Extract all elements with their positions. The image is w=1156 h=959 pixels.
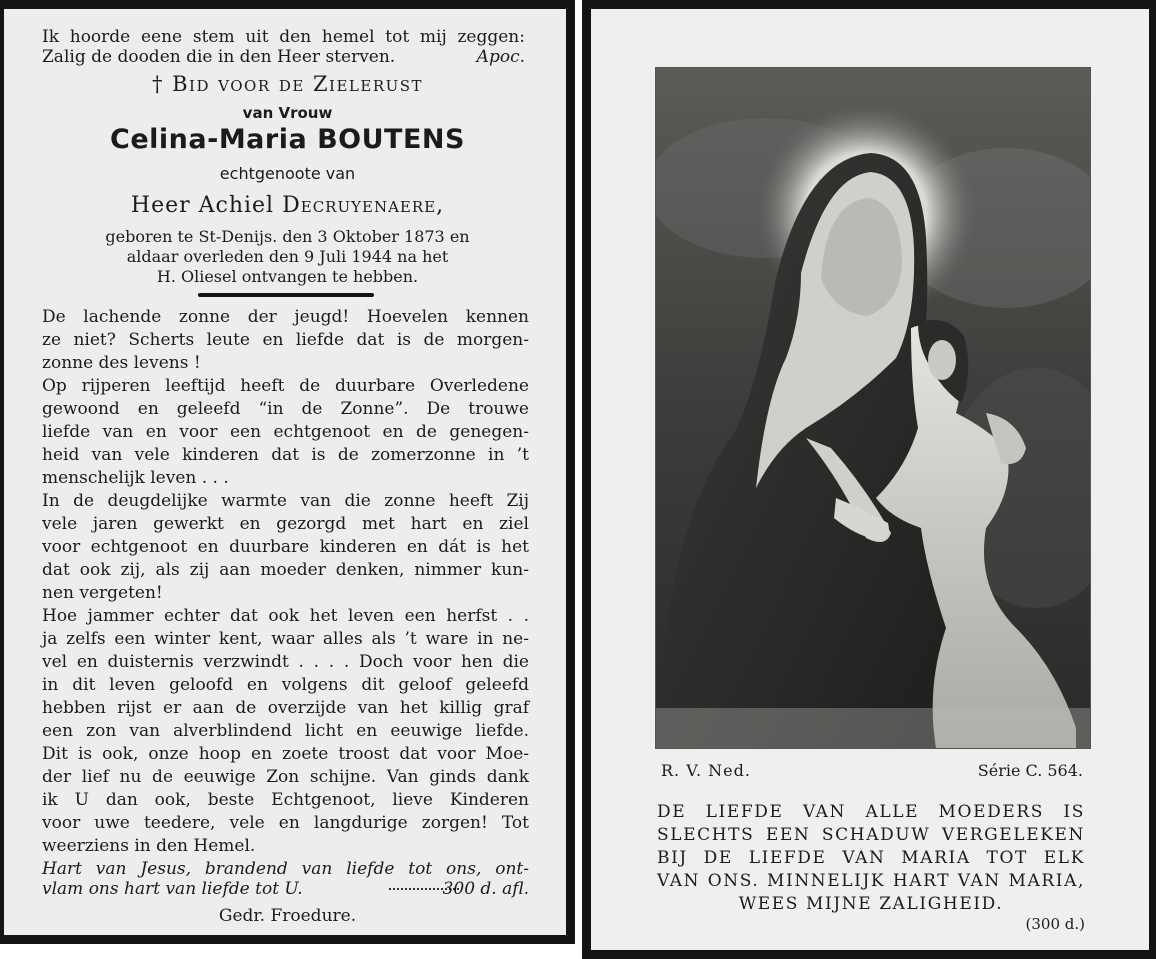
quote-line: BIJ DE LIEFDE VAN MARIA TOT ELK xyxy=(657,848,1085,868)
ornamental-divider xyxy=(198,293,374,297)
body-line: gewoond en geleefd “in de Zonne”. De trouwe xyxy=(42,399,529,419)
quote-line: WEES MIJNE ZALIGHEID. xyxy=(738,894,1004,914)
body-line: In de deugdelijke warmte van die zonne heeft Zij xyxy=(42,491,529,511)
body-line: liefde van en voor een echtgenoot en de genegen- xyxy=(42,422,529,442)
memorial-card-image-side xyxy=(582,0,1156,959)
body-line: vele jaren gewerkt en gezorgd met hart en ziel xyxy=(42,514,529,534)
body-line: voor echtgenoot en duurbare kinderen en dát is het xyxy=(42,537,529,557)
body-line: ik U dan ook, beste Echtgenoot, lieve Kinderen xyxy=(42,790,529,810)
prayer-text: Bid voor de Zielerust xyxy=(172,72,424,96)
verse-reference: Apoc. xyxy=(476,47,525,67)
dates-line: H. Oliesel ontvangen te hebben. xyxy=(156,267,419,286)
dates-line: geboren te St-Denijs. den 3 Oktober 1873 en xyxy=(105,227,470,246)
printer-credit: Gedr. Froedure. xyxy=(218,906,357,926)
indulgence-note: 300 d. afl. xyxy=(442,879,529,899)
deceased-name: Celina-Maria BOUTENS xyxy=(110,124,465,155)
quote-line: VAN ONS. MINNELIJK HART VAN MARIA, xyxy=(657,871,1085,891)
body-line: nen vergeten! xyxy=(42,583,163,603)
spouse-prefix: Heer Achiel xyxy=(130,193,275,218)
spouse-name xyxy=(4,193,571,218)
body-line: een zon van alverblindend licht en eeuwige liefde. xyxy=(42,721,529,741)
verse-text: Zalig de dooden die in den Heer sterven. xyxy=(42,47,396,67)
verse-line: Ik hoorde eene stem uit den hemel tot mij zeggen: xyxy=(42,27,525,47)
picture-series: Série C. 564. xyxy=(977,761,1083,780)
spouse-surname: Decruyenaere, xyxy=(282,193,445,218)
body-line: ja zelfs een winter kent, waar alles als ’t ware in ne- xyxy=(42,629,529,649)
body-line: weerziens in den Hemel. xyxy=(42,836,256,856)
body-line: menschelijk leven . . . xyxy=(42,468,229,488)
verse-line xyxy=(42,47,525,67)
body-line: hebben rijst er aan de overzijde van het killig graf xyxy=(42,698,529,718)
body-line: ze niet? Scherts leute en liefde dat is de morgen- xyxy=(42,330,529,350)
dates-line: aldaar overleden den 9 Juli 1944 na het xyxy=(126,247,449,266)
body-line: voor uwe teedere, vele en langdurige zorgen! Tot xyxy=(42,813,529,833)
closing-prayer-text: vlam ons hart van liefde tot U. xyxy=(42,879,303,899)
cross-icon: † xyxy=(151,72,164,96)
picture-publisher: R. V. Ned. xyxy=(661,761,751,780)
virgin-and-child-illustration xyxy=(656,68,1090,748)
body-line: De lachende zonne der jeugd! Hoevelen kennen xyxy=(42,307,529,327)
closing-prayer-line xyxy=(42,879,529,899)
devotional-picture xyxy=(655,67,1091,749)
title-line: van Vrouw xyxy=(242,104,333,122)
body-line: zonne des levens ! xyxy=(42,353,201,373)
closing-prayer-line: Hart van Jesus, brandend van liefde tot ons, ont- xyxy=(42,859,529,879)
body-line: Op rijperen leeftijd heeft de duurbare Overledene xyxy=(42,376,529,396)
indulgence-note: (300 d.) xyxy=(1025,915,1085,933)
body-line: Hoe jammer echter dat ook het leven een herfst . . xyxy=(42,606,529,626)
body-line: dat ook zij, als zij aan moeder denken, nimmer kun- xyxy=(42,560,529,580)
body-line: der lief nu de eeuwige Zon schijne. Van ginds dank xyxy=(42,767,529,787)
body-line: heid van vele kinderen dat is de zomerzonne in ’t xyxy=(42,445,529,465)
quote-line: SLECHTS EEN SCHADUW VERGELEKEN xyxy=(657,825,1085,845)
body-line: Dit is ook, onze hoop en zoete troost dat voor Moe- xyxy=(42,744,529,764)
spouse-intro: echtgenoote van xyxy=(219,164,356,183)
memorial-card-text-side xyxy=(0,0,575,944)
quote-line: DE LIEFDE VAN ALLE MOEDERS IS xyxy=(657,802,1085,822)
body-line: in dit leven geloofd en volgens dit geloof geleefd xyxy=(42,675,529,695)
body-line: vel en duisternis verzwindt . . . . Doch voor hen die xyxy=(42,652,529,672)
prayer-heading xyxy=(4,72,571,96)
